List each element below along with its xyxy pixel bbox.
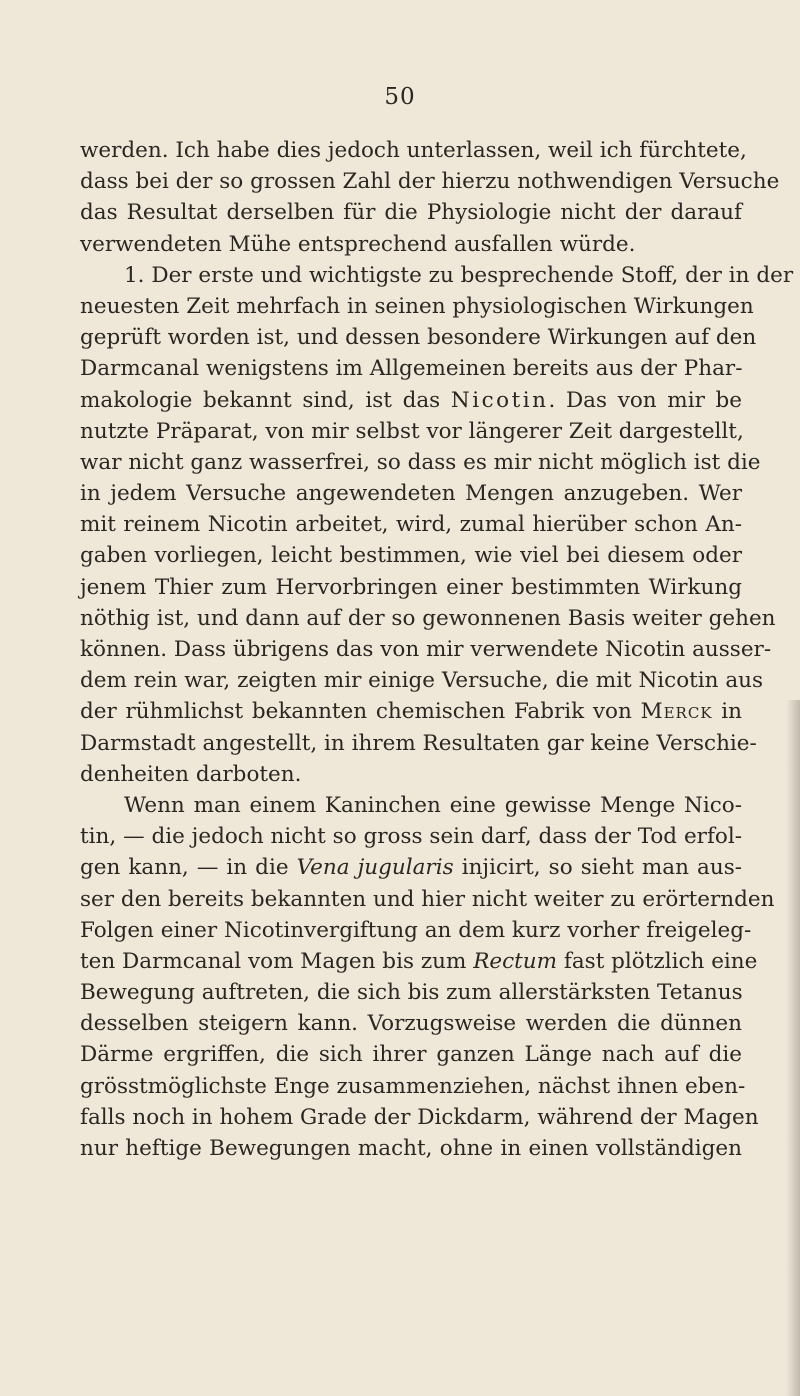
text-line bbox=[80, 696, 742, 727]
text-line bbox=[80, 977, 742, 1008]
text-line bbox=[80, 790, 742, 821]
text-line bbox=[80, 478, 742, 509]
text-line bbox=[80, 759, 742, 790]
emphasis-italic: Rectum bbox=[473, 948, 558, 974]
text-line bbox=[80, 603, 776, 634]
line-text: 1. Der erste und wichtigste zu besprechende Stoff, der in der bbox=[124, 262, 794, 288]
line-text: . Das von mir be bbox=[548, 387, 742, 413]
line-text: nur heftige Bewegungen macht, ohne in einen vollständigen bbox=[80, 1136, 742, 1161]
text-line bbox=[80, 1102, 759, 1133]
text-line bbox=[80, 416, 742, 447]
line-text: fast plötzlich eine bbox=[557, 948, 758, 974]
text-line bbox=[80, 260, 794, 291]
line-text: das Resultat derselben für die Physiologie nicht der darauf bbox=[80, 200, 742, 226]
line-text: Folgen einer Nicotinvergiftung an dem kurz vorher freigeleg- bbox=[80, 917, 752, 943]
line-text: nutzte Präparat, von mir selbst vor längerer Zeit dargestellt, bbox=[80, 418, 744, 444]
line-text: makologie bekannt sind, ist das bbox=[80, 387, 451, 413]
line-text: dass bei der so grossen Zahl der hierzu nothwendigen Versuche bbox=[80, 169, 780, 195]
text-line bbox=[80, 291, 754, 322]
text-line bbox=[80, 634, 772, 665]
line-text: können. Dass übrigens das von mir verwendete Nicotin ausser- bbox=[80, 637, 772, 662]
line-text: desselben steigern kann. Vorzugsweise werden die dünnen bbox=[80, 1011, 742, 1037]
line-text: gaben vorliegen, leicht bestimmen, wie viel bei diesem oder bbox=[80, 543, 742, 569]
text-line bbox=[80, 509, 742, 540]
text-line bbox=[80, 728, 757, 759]
line-text: Bewegung auftreten, die sich bis zum allerstärksten Tetanus bbox=[80, 980, 743, 1006]
text-line bbox=[80, 821, 742, 852]
text-line bbox=[80, 353, 742, 384]
line-text: Darmstadt angestellt, in ihrem Resultaten gar keine Verschie- bbox=[80, 730, 757, 756]
line-text: geprüft worden ist, und dessen besondere Wirkungen auf den bbox=[80, 325, 757, 351]
line-text: verwendeten Mühe entsprechend ausfallen würde. bbox=[80, 231, 636, 257]
line-text: in bbox=[712, 699, 742, 725]
line-text: falls noch in hohem Grade der Dickdarm, während der Magen bbox=[80, 1104, 759, 1130]
line-text: dem rein war, zeigten mir einige Versuche, die mit Nicotin aus bbox=[80, 668, 764, 694]
text-line bbox=[80, 166, 780, 197]
text-line bbox=[80, 322, 757, 353]
text-line bbox=[80, 915, 752, 946]
line-text: der rühmlichst bekannten chemischen Fabrik von bbox=[80, 699, 641, 725]
emphasis-spaced: Nicotin bbox=[450, 387, 549, 413]
line-text: Darmcanal wenigstens im Allgemeinen bereits aus der Phar- bbox=[80, 356, 743, 382]
text-line bbox=[80, 135, 747, 166]
line-text: neuesten Zeit mehrfach in seinen physiologischen Wirkungen bbox=[80, 293, 754, 319]
line-text: injicirt, so sieht man aus- bbox=[453, 855, 742, 881]
line-text: gen kann, — in die bbox=[80, 855, 297, 881]
line-text: mit reinem Nicotin arbeitet, wird, zumal hierüber schon An- bbox=[80, 512, 742, 538]
text-line bbox=[80, 572, 742, 603]
text-line bbox=[80, 447, 761, 478]
line-text: denheiten darboten. bbox=[80, 761, 302, 787]
page-number: 50 bbox=[384, 84, 416, 110]
line-text: werden. Ich habe dies jedoch unterlassen, weil ich fürchtete, bbox=[80, 138, 747, 163]
line-text: nöthig ist, und dann auf der so gewonnenen Basis weiter gehen bbox=[80, 605, 776, 631]
line-text: grösstmöglichste Enge zusammenziehen, nächst ihnen eben- bbox=[80, 1073, 746, 1099]
line-text: jenem Thier zum Hervorbringen einer bestimmten Wirkung bbox=[80, 574, 742, 600]
body-text bbox=[80, 135, 794, 1164]
line-text: war nicht ganz wasserfrei, so dass es mir nicht möglich ist die bbox=[80, 449, 761, 475]
text-line bbox=[80, 1133, 742, 1164]
text-line bbox=[80, 946, 758, 977]
line-text: tin, — die jedoch nicht so gross sein darf, dass der Tod erfol- bbox=[80, 824, 742, 850]
text-line bbox=[80, 197, 742, 228]
text-line bbox=[80, 540, 742, 571]
line-text: ten Darmcanal vom Magen bis zum bbox=[80, 948, 474, 974]
line-text: Wenn man einem Kaninchen eine gewisse Menge Nico- bbox=[124, 792, 742, 818]
emphasis-italic: Vena jugularis bbox=[296, 855, 454, 881]
line-text: in jedem Versuche angewendeten Mengen anzugeben. Wer bbox=[80, 481, 742, 507]
text-line bbox=[80, 1039, 742, 1070]
text-line bbox=[80, 229, 742, 260]
text-line bbox=[80, 385, 742, 416]
line-text: Därme ergriffen, die sich ihrer ganzen Länge nach auf die bbox=[80, 1042, 742, 1068]
page-edge-shadow bbox=[786, 700, 800, 1396]
emphasis-smallcaps: Merck bbox=[640, 699, 713, 725]
text-line bbox=[80, 665, 764, 696]
text-line bbox=[80, 884, 775, 915]
text-line bbox=[80, 1071, 746, 1102]
line-text: ser den bereits bekannten und hier nicht weiter zu erörternden bbox=[80, 886, 775, 912]
text-line bbox=[80, 852, 742, 883]
text-line bbox=[80, 1008, 742, 1039]
